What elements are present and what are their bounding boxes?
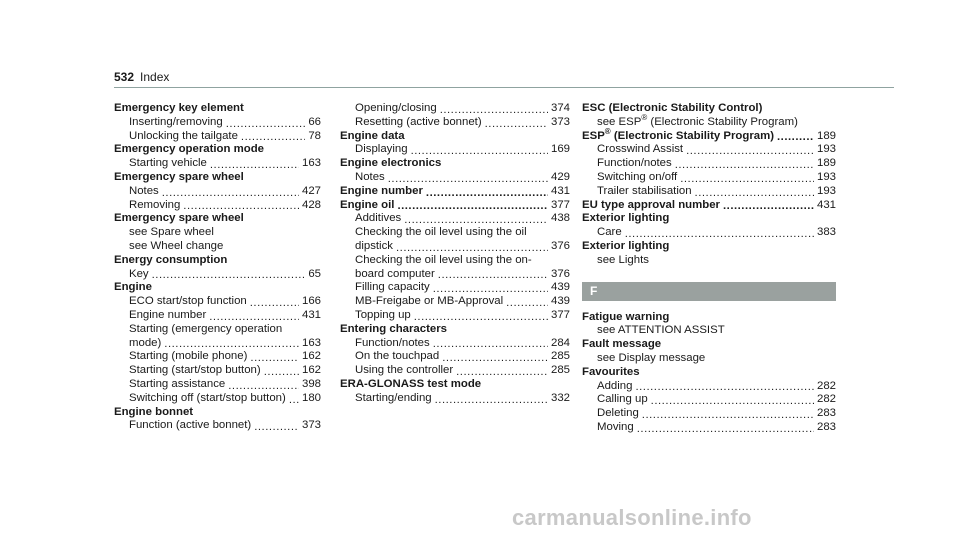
page-reference[interactable]: 431 <box>816 198 836 211</box>
index-heading <box>582 199 836 213</box>
heading-text: Engine number <box>340 184 423 197</box>
index-subentry <box>340 143 570 157</box>
page-reference[interactable]: 383 <box>816 226 836 239</box>
dot-leader <box>226 118 306 130</box>
page-reference[interactable]: 439 <box>550 295 570 308</box>
dot-leader <box>152 269 306 281</box>
dot-leader <box>250 297 299 309</box>
page-reference[interactable]: 66 <box>308 115 321 128</box>
dot-leader <box>228 380 299 392</box>
page-reference[interactable]: 376 <box>550 267 570 280</box>
page-reference[interactable]: 376 <box>550 239 570 252</box>
subentry-label: Topping up <box>355 308 411 321</box>
page-header <box>114 70 894 84</box>
index-heading: Emergency operation mode <box>114 143 265 156</box>
dot-leader <box>183 200 299 212</box>
registered-mark: ® <box>641 113 648 122</box>
page-reference[interactable]: 162 <box>301 364 321 377</box>
page-reference[interactable]: 373 <box>301 419 321 432</box>
dot-leader <box>777 131 814 143</box>
heading-text: Engine oil <box>340 198 395 211</box>
index-subentry <box>114 199 321 213</box>
dot-leader <box>433 283 548 295</box>
page-reference[interactable]: 431 <box>550 184 570 197</box>
page-reference[interactable]: 285 <box>550 350 570 363</box>
subentry-label: Trailer stabilisation <box>597 184 692 197</box>
page-reference[interactable]: 283 <box>816 420 836 433</box>
dot-leader <box>289 394 299 406</box>
subentry-label: Key <box>129 267 149 280</box>
index-heading: Engine bonnet <box>114 405 194 418</box>
page-reference[interactable]: 439 <box>550 281 570 294</box>
see-text: see ESP <box>597 115 642 128</box>
index-subentry <box>114 350 321 364</box>
index-heading <box>582 126 836 144</box>
index-heading-label <box>582 199 720 213</box>
see-text: see Spare wheel <box>129 226 214 239</box>
subentry-label: Additives <box>355 212 402 225</box>
index-heading <box>340 199 570 213</box>
index-subentry <box>582 407 836 421</box>
dot-leader <box>388 173 548 185</box>
subentry-label: Care <box>597 226 622 239</box>
page-reference[interactable]: 189 <box>816 129 836 142</box>
index-column-1 <box>114 102 321 433</box>
subentry-label: Inserting/removing <box>129 115 223 128</box>
see-reference[interactable] <box>582 113 836 130</box>
page-reference[interactable]: 189 <box>816 157 836 170</box>
page-reference[interactable]: 166 <box>301 295 321 308</box>
dot-leader <box>250 352 299 364</box>
index-column-2 <box>340 102 570 406</box>
index-subentry <box>340 350 570 364</box>
subentry-label: dipstick <box>355 239 393 252</box>
subentry-label: Resetting (active bonnet) <box>355 115 482 128</box>
dot-leader <box>414 311 548 323</box>
see-text: see Lights <box>597 253 649 266</box>
subentry-label: Switching on/off <box>597 170 678 183</box>
dot-leader <box>456 366 548 378</box>
index-subentry <box>582 185 836 199</box>
index-subentry <box>114 268 321 282</box>
dot-leader <box>506 297 548 309</box>
index-subentry <box>114 185 321 199</box>
see-reference[interactable] <box>582 254 836 268</box>
index-heading-label <box>340 185 423 199</box>
dot-leader <box>686 145 814 157</box>
dot-leader <box>404 214 548 226</box>
dot-leader <box>675 159 814 171</box>
dot-leader <box>241 131 305 143</box>
index-subentry <box>340 364 570 378</box>
subentry-label: Crosswind Assist <box>597 143 684 156</box>
subentry-label: board computer <box>355 267 435 280</box>
index-heading <box>340 185 570 199</box>
page-reference[interactable]: 373 <box>550 115 570 128</box>
index-heading: Engine data <box>340 129 405 142</box>
dot-leader <box>680 173 814 185</box>
index-subentry <box>582 393 836 407</box>
page-reference[interactable]: 429 <box>550 170 570 183</box>
index-subentry <box>114 378 321 392</box>
section-title: Index <box>140 70 170 84</box>
page-reference[interactable]: 169 <box>550 143 570 156</box>
index-heading: Engine <box>114 281 152 294</box>
subentry-label: ECO start/stop function <box>129 295 247 308</box>
index-subentry <box>114 392 321 406</box>
subentry-label: MB-Freigabe or MB-Approval <box>355 295 504 308</box>
page-reference[interactable]: 78 <box>308 129 321 142</box>
index-subentry-line: Starting (emergency operation <box>129 322 283 335</box>
index-subentry-line: Checking the oil level using the on- <box>355 253 532 266</box>
dot-leader <box>162 187 299 199</box>
subentry-label: Starting (start/stop button) <box>129 364 261 377</box>
index-heading: Favourites <box>582 365 640 378</box>
heading-text: ESP <box>582 129 605 142</box>
index-subentry <box>340 268 570 282</box>
dot-leader <box>642 409 814 421</box>
page-reference[interactable]: 282 <box>816 393 836 406</box>
dot-leader <box>435 394 548 406</box>
see-text: see Display message <box>597 351 706 364</box>
index-heading: Energy consumption <box>114 253 228 266</box>
page-reference[interactable]: 427 <box>301 184 321 197</box>
index-subentry <box>340 240 570 254</box>
subentry-label: Starting/ending <box>355 391 432 404</box>
page-reference[interactable]: 162 <box>301 350 321 363</box>
index-subentry <box>340 171 570 185</box>
page-reference[interactable]: 193 <box>816 184 836 197</box>
page-reference[interactable]: 282 <box>816 379 836 392</box>
page-reference[interactable]: 431 <box>301 308 321 321</box>
index-heading: Fault message <box>582 338 662 351</box>
index-subentry <box>114 309 321 323</box>
see-reference[interactable] <box>582 324 836 338</box>
index-heading: Emergency spare wheel <box>114 170 244 183</box>
subentry-label: mode) <box>129 336 162 349</box>
subentry-label: Notes <box>355 170 385 183</box>
subentry-label: Displaying <box>355 143 408 156</box>
page-reference[interactable]: 377 <box>550 198 570 211</box>
page-reference[interactable]: 398 <box>301 377 321 390</box>
subentry-label: Filling capacity <box>355 281 430 294</box>
page-reference[interactable]: 332 <box>550 391 570 404</box>
dot-leader <box>723 200 814 212</box>
index-subentry <box>340 116 570 130</box>
dot-leader <box>695 187 814 199</box>
subentry-label: Function/notes <box>597 157 672 170</box>
index-subentry <box>582 171 836 185</box>
see-reference[interactable] <box>114 226 321 240</box>
index-subentry <box>114 364 321 378</box>
page-reference[interactable]: 377 <box>550 308 570 321</box>
dot-leader <box>625 228 814 240</box>
dot-leader <box>426 187 548 199</box>
registered-mark: ® <box>604 126 611 136</box>
dot-leader <box>210 159 299 171</box>
heading-text-rest: (Electronic Stability Program) <box>610 129 775 142</box>
subentry-label: Adding <box>597 379 633 392</box>
page-reference[interactable]: 438 <box>550 212 570 225</box>
index-subentry <box>340 337 570 351</box>
dot-leader <box>433 338 548 350</box>
dot-leader <box>637 423 814 435</box>
index-subentry <box>114 157 321 171</box>
index-subentry <box>340 281 570 295</box>
index-heading-label <box>582 126 775 144</box>
index-subentry <box>582 157 836 171</box>
index-column-3 <box>582 102 836 435</box>
subentry-label: Function (active bonnet) <box>129 419 252 432</box>
see-reference[interactable] <box>582 352 836 366</box>
page-reference[interactable]: 65 <box>308 267 321 280</box>
index-subentry <box>114 116 321 130</box>
index-subentry <box>340 295 570 309</box>
page-reference[interactable]: 193 <box>816 170 836 183</box>
index-subentry <box>582 380 836 394</box>
index-heading: Exterior lighting <box>582 212 670 225</box>
dot-leader <box>264 366 299 378</box>
dot-leader <box>651 395 814 407</box>
dot-leader <box>635 381 814 393</box>
subentry-label: Starting assistance <box>129 377 226 390</box>
dot-leader <box>438 269 548 281</box>
dot-leader <box>164 338 299 350</box>
dot-leader <box>254 421 299 433</box>
page-reference[interactable]: 284 <box>550 336 570 349</box>
index-heading: ESC (Electronic Stability Control) <box>582 102 763 114</box>
page-number: 532 <box>114 70 135 84</box>
subentry-label: Moving <box>597 420 634 433</box>
index-heading: Engine electronics <box>340 157 442 170</box>
index-heading-label <box>340 199 394 213</box>
index-subentry <box>114 295 321 309</box>
see-text: see Wheel change <box>129 239 224 252</box>
subentry-label: Starting (mobile phone) <box>129 350 248 363</box>
index-subentry <box>340 102 570 116</box>
heading-text: EU type approval number <box>582 198 720 211</box>
index-subentry <box>582 421 836 435</box>
index-letter-heading: F <box>582 282 836 301</box>
page-reference[interactable]: 428 <box>301 198 321 211</box>
dot-leader <box>209 311 299 323</box>
index-heading: Emergency key element <box>114 102 244 114</box>
index-subentry-line: Checking the oil level using the oil <box>355 226 527 239</box>
see-text: see ATTENTION ASSIST <box>597 324 725 337</box>
index-heading: Fatigue warning <box>582 310 670 323</box>
index-subentry <box>340 309 570 323</box>
index-subentry <box>582 143 836 157</box>
dot-leader <box>442 352 548 364</box>
subentry-label: Calling up <box>597 393 648 406</box>
index-subentry <box>340 212 570 226</box>
dot-leader <box>396 242 548 254</box>
page-reference[interactable]: 283 <box>816 407 836 420</box>
page-reference[interactable]: 285 <box>550 364 570 377</box>
page-reference[interactable]: 193 <box>816 143 836 156</box>
subentry-label: Opening/closing <box>355 102 437 114</box>
page-reference[interactable]: 163 <box>301 157 321 170</box>
subentry-label: Removing <box>129 198 181 211</box>
header-divider <box>114 87 894 88</box>
subentry-label: Using the controller <box>355 364 454 377</box>
page-reference[interactable]: 374 <box>550 102 570 114</box>
index-subentry <box>340 392 570 406</box>
dot-leader <box>397 200 548 212</box>
index-heading: ERA-GLONASS test mode <box>340 377 482 390</box>
index-subentry <box>114 337 321 351</box>
subentry-label: Unlocking the tailgate <box>129 129 238 142</box>
index-subentry <box>114 130 321 144</box>
subentry-label: Switching off (start/stop button) <box>129 391 286 404</box>
see-reference[interactable] <box>114 240 321 254</box>
subentry-label: Notes <box>129 184 159 197</box>
index-heading: Entering characters <box>340 322 447 335</box>
dot-leader <box>485 118 548 130</box>
index-subentry <box>114 419 321 433</box>
index-subentry <box>582 226 836 240</box>
subentry-label: On the touchpad <box>355 350 440 363</box>
dot-leader <box>440 104 548 116</box>
subentry-label: Starting vehicle <box>129 157 207 170</box>
index-heading: Emergency spare wheel <box>114 212 244 225</box>
index-heading: Exterior lighting <box>582 239 670 252</box>
page-reference[interactable]: 163 <box>301 336 321 349</box>
page-reference[interactable]: 180 <box>301 391 321 404</box>
see-text-rest: (Electronic Stability Program) <box>647 115 798 128</box>
dot-leader <box>411 145 548 157</box>
subentry-label: Deleting <box>597 407 639 420</box>
subentry-label: Engine number <box>129 308 207 321</box>
watermark: carmanualsonline.info <box>512 505 752 530</box>
subentry-label: Function/notes <box>355 336 430 349</box>
